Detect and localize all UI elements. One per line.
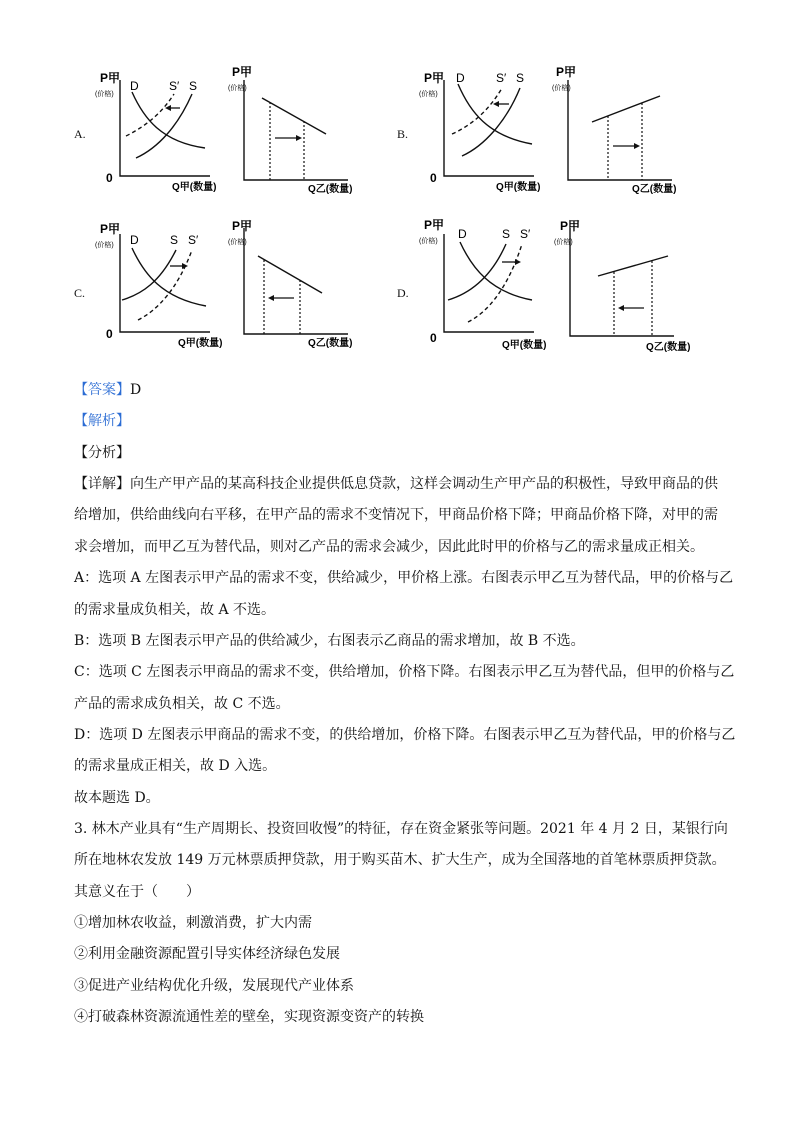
- svg-text:(价格): (价格): [552, 85, 571, 92]
- detail-text-1: 向生产甲产品的某高科技企业提供低息贷款，这样会调动生产甲产品的积极性，导致甲商品的供: [130, 476, 718, 492]
- svg-text:Q乙(数量): Q乙(数量): [632, 184, 677, 195]
- svg-text:P甲: P甲: [232, 65, 253, 79]
- explain-line: 的需求量成负相关，故 A 不选。: [74, 602, 276, 618]
- svg-text:D: D: [130, 233, 139, 247]
- svg-text:(价格): (价格): [228, 85, 247, 92]
- question-line-3: 其意义在于（ ）: [74, 884, 200, 900]
- explain-line: A：选项 A 左图表示甲产品的需求不变，供给减少，甲价格上涨。右图表示甲乙互为替代品，甲的价格与乙: [74, 570, 734, 586]
- svg-text:P甲: P甲: [100, 222, 121, 236]
- analysis-tag: 【解析】: [74, 413, 130, 429]
- svg-text:(价格): (价格): [95, 242, 114, 249]
- choice-item: ②利用金融资源配置引导实体经济绿色发展: [74, 946, 340, 962]
- svg-text:Q甲(数量): Q甲(数量): [178, 338, 223, 349]
- choice-item: ④打破森林资源流通性差的壁垒，实现资源变资产的转换: [74, 1009, 424, 1025]
- svg-text:P甲: P甲: [560, 219, 581, 233]
- svg-text:P甲: P甲: [232, 219, 253, 233]
- option-d-right-graph: [552, 218, 691, 353]
- detail-line-2: 给增加，供给曲线向右平移，在甲产品的需求不变情况下，甲商品价格下降；甲商品价格下降，对甲的需: [74, 507, 718, 523]
- svg-text:S′: S′: [520, 227, 531, 241]
- explain-line: 的需求量成正相关，故 D 入选。: [74, 758, 277, 774]
- svg-text:S: S: [516, 71, 525, 85]
- svg-text:0: 0: [106, 327, 113, 341]
- explain-line: B：选项 B 左图表示甲产品的供给减少，右图表示乙商品的需求增加，故 B 不选。: [74, 633, 585, 649]
- svg-text:S′: S′: [188, 233, 199, 247]
- svg-text:Q甲(数量): Q甲(数量): [496, 182, 541, 193]
- option-a-label: A.: [74, 127, 86, 141]
- choice-item: ①增加林农收益，刺激消费，扩大内需: [74, 915, 312, 931]
- explain-line: C：选项 C 左图表示甲商品的需求不变，供给增加，价格下降。右图表示甲乙互为替代品，但甲的价格与乙: [74, 664, 735, 680]
- svg-text:(价格): (价格): [554, 239, 573, 246]
- choice-item: ③促进产业结构优化升级，发展现代产业体系: [74, 978, 354, 994]
- detail-line-1: [74, 474, 718, 494]
- detail-line-3: 求会增加，而甲乙互为替代品，则对乙产品的需求会减少，因此此时甲的价格与乙的需求量成正相关。: [74, 539, 704, 555]
- option-d-left-graph: [416, 218, 546, 353]
- svg-text:(价格): (价格): [228, 239, 247, 246]
- answer-tag: 【答案】: [74, 382, 130, 398]
- svg-text:D: D: [458, 227, 467, 241]
- svg-text:0: 0: [106, 171, 113, 185]
- svg-text:Q乙(数量): Q乙(数量): [646, 342, 691, 353]
- detail-tag: 【详解】: [74, 476, 130, 492]
- svg-text:P甲: P甲: [100, 71, 121, 85]
- option-a-left-graph: [92, 64, 222, 199]
- svg-text:Q乙(数量): Q乙(数量): [308, 184, 353, 195]
- option-b-label: B.: [397, 127, 409, 141]
- svg-text:S: S: [502, 227, 511, 241]
- svg-text:D: D: [130, 79, 139, 93]
- question-line-2: 所在地林农发放 149 万元林票质押贷款，用于购买苗木、扩大生产，成为全国落地的首笔林票质押贷款。: [74, 852, 726, 868]
- svg-text:S′: S′: [496, 71, 507, 85]
- fenxi-tag: 【分析】: [74, 445, 130, 461]
- svg-text:0: 0: [430, 331, 437, 345]
- explain-line: 产品的需求成负相关，故 C 不选。: [74, 696, 290, 712]
- option-b-left-graph: [416, 64, 546, 199]
- svg-text:Q乙(数量): Q乙(数量): [308, 338, 353, 349]
- svg-text:(价格): (价格): [95, 91, 114, 98]
- svg-text:(价格): (价格): [419, 238, 438, 245]
- svg-text:Q甲(数量): Q甲(数量): [502, 340, 547, 351]
- svg-text:P甲: P甲: [424, 71, 445, 85]
- svg-text:(价格): (价格): [419, 91, 438, 98]
- question-line-1: 3. 林木产业具有“生产周期长、投资回收慢”的特征，存在资金紧张等问题。2021 年 4 月 2 日，某银行向: [74, 821, 728, 837]
- svg-text:0: 0: [430, 171, 437, 185]
- option-c-label: C.: [74, 286, 86, 300]
- answer-value: D: [130, 382, 142, 398]
- svg-text:D: D: [456, 71, 465, 85]
- option-b-right-graph: [552, 64, 682, 199]
- explain-line: 故本题选 D。: [74, 790, 160, 806]
- option-c-right-graph: [228, 218, 358, 353]
- option-c-left-graph: [92, 218, 222, 353]
- svg-text:Q甲(数量): Q甲(数量): [172, 182, 217, 193]
- svg-text:S′: S′: [169, 79, 180, 93]
- svg-text:S: S: [170, 233, 179, 247]
- option-a-right-graph: [228, 64, 358, 199]
- explain-line: D：选项 D 左图表示甲商品的需求不变，的供给增加，价格下降。右图表示甲乙互为替代品，甲的价格与乙: [74, 727, 736, 743]
- svg-text:S: S: [189, 79, 198, 93]
- svg-text:P甲: P甲: [556, 65, 577, 79]
- svg-text:P甲: P甲: [424, 218, 445, 232]
- answer-line: [74, 380, 141, 400]
- option-d-label: D.: [397, 286, 409, 300]
